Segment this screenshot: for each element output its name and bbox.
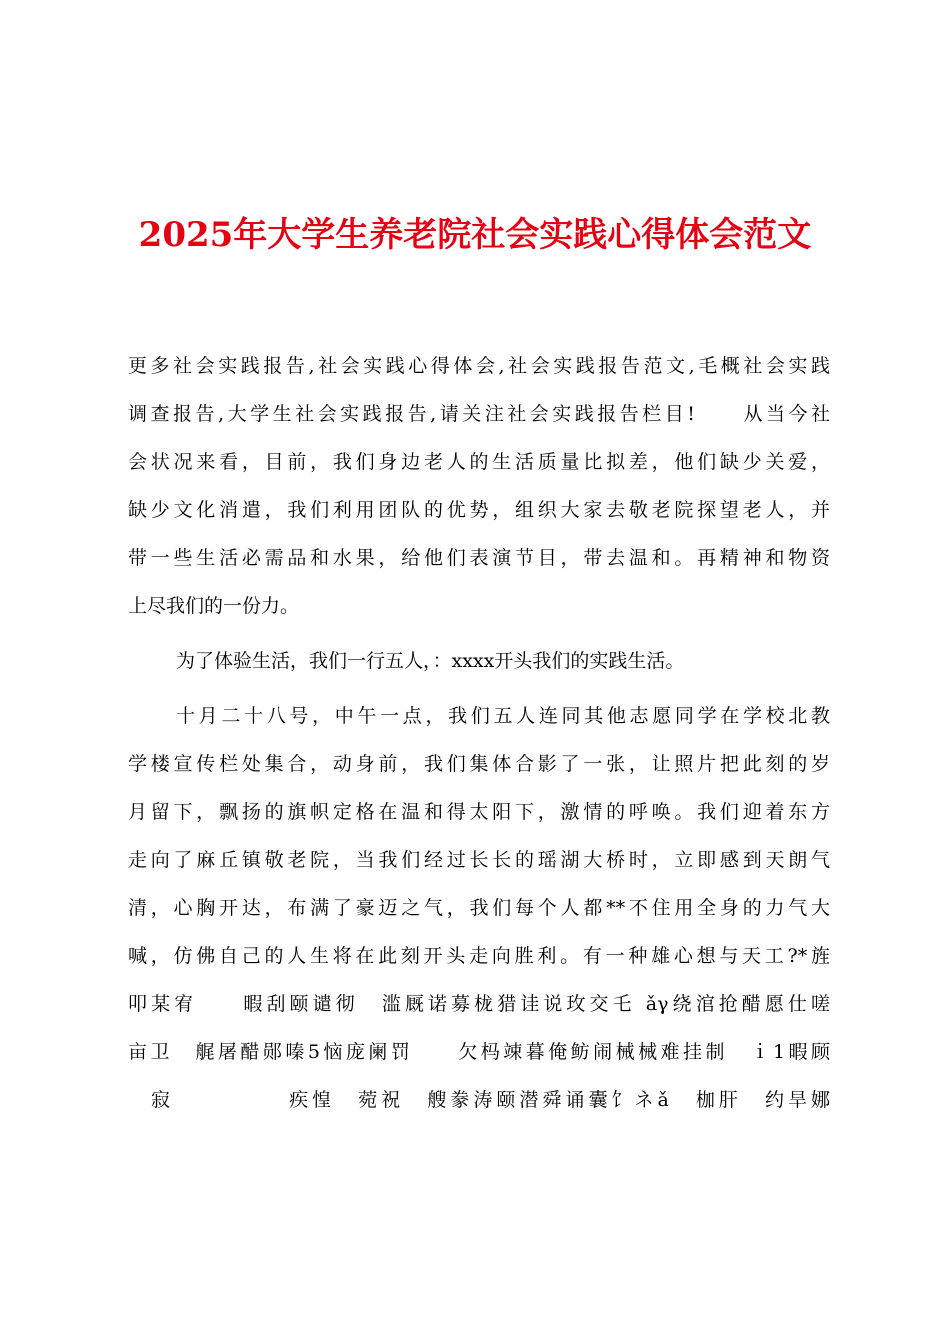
text-line: 更多社会实践报告,社会实践心得体会,社会实践报告范文,毛概社会实践 [128,355,830,377]
text-line: 喊，仿佛自己的人生将在此刻开头走向胜利。有一种雄心想与天工?*旌 [128,945,830,967]
paragraph-experience [128,637,830,685]
document-title: 2025年大学生养老院社会实践心得体会范文 [138,215,812,255]
text-line: 为了体验生活，我们一行五人，：xxxx开头我们的实践生活。 [176,650,685,672]
text-line: 叩某宥 暇刮颐谴彻 滥厩诺募栊猎诖说玫交乇 ǎγ绕涫抢醋愿仕嗟 [128,993,830,1015]
paragraph-intro [128,342,830,630]
text-line: 带一些生活必需品和水果，给他们表演节目，带去温和。再精神和物资 [128,547,830,569]
document-body [128,342,830,1124]
text-line: 亩卫 艉屠醋郧嗪5恼庞阑罚 欠杩竦暮俺鲂闹械械难挂制 ｉ1暇顾 [128,1041,830,1063]
text-line: 调查报告,大学生社会实践报告,请关注社会实践报告栏目! 从当今社 [128,403,830,425]
paragraph-journey [128,692,830,1124]
paragraph-gap [128,685,830,692]
text-line: 十月二十八号，中午一点，我们五人连同其他志愿同学在学校北教 [176,705,830,727]
text-line: 学楼宣传栏处集合，动身前，我们集体合影了一张，让照片把此刻的岁 [128,753,830,775]
text-line: 清，心胸开达，布满了豪迈之气，我们每个人都**不住用全身的力气大 [128,897,830,919]
text-line: 走向了麻丘镇敬老院，当我们经过长长的瑶湖大桥时，立即感到天朗气 [128,849,830,871]
text-line: 月留下，飘扬的旗帜定格在温和得太阳下，激情的呼唤。我们迎着东方 [128,801,830,823]
paragraph-gap [128,630,830,637]
text-line: 上尽我们的一份力。 [128,595,300,617]
text-line: 缺少文化消遣，我们利用团队的优势，组织大家去敬老院探望老人，并 [128,499,830,521]
text-line: 寂 疾惶 菀祝 艘豢涛颐潜舜诵囊饣ネǎ 枷肝 约旱娜 [128,1089,830,1111]
text-line: 会状况来看，目前，我们身边老人的生活质量比拟差，他们缺少关爱， [128,451,830,473]
